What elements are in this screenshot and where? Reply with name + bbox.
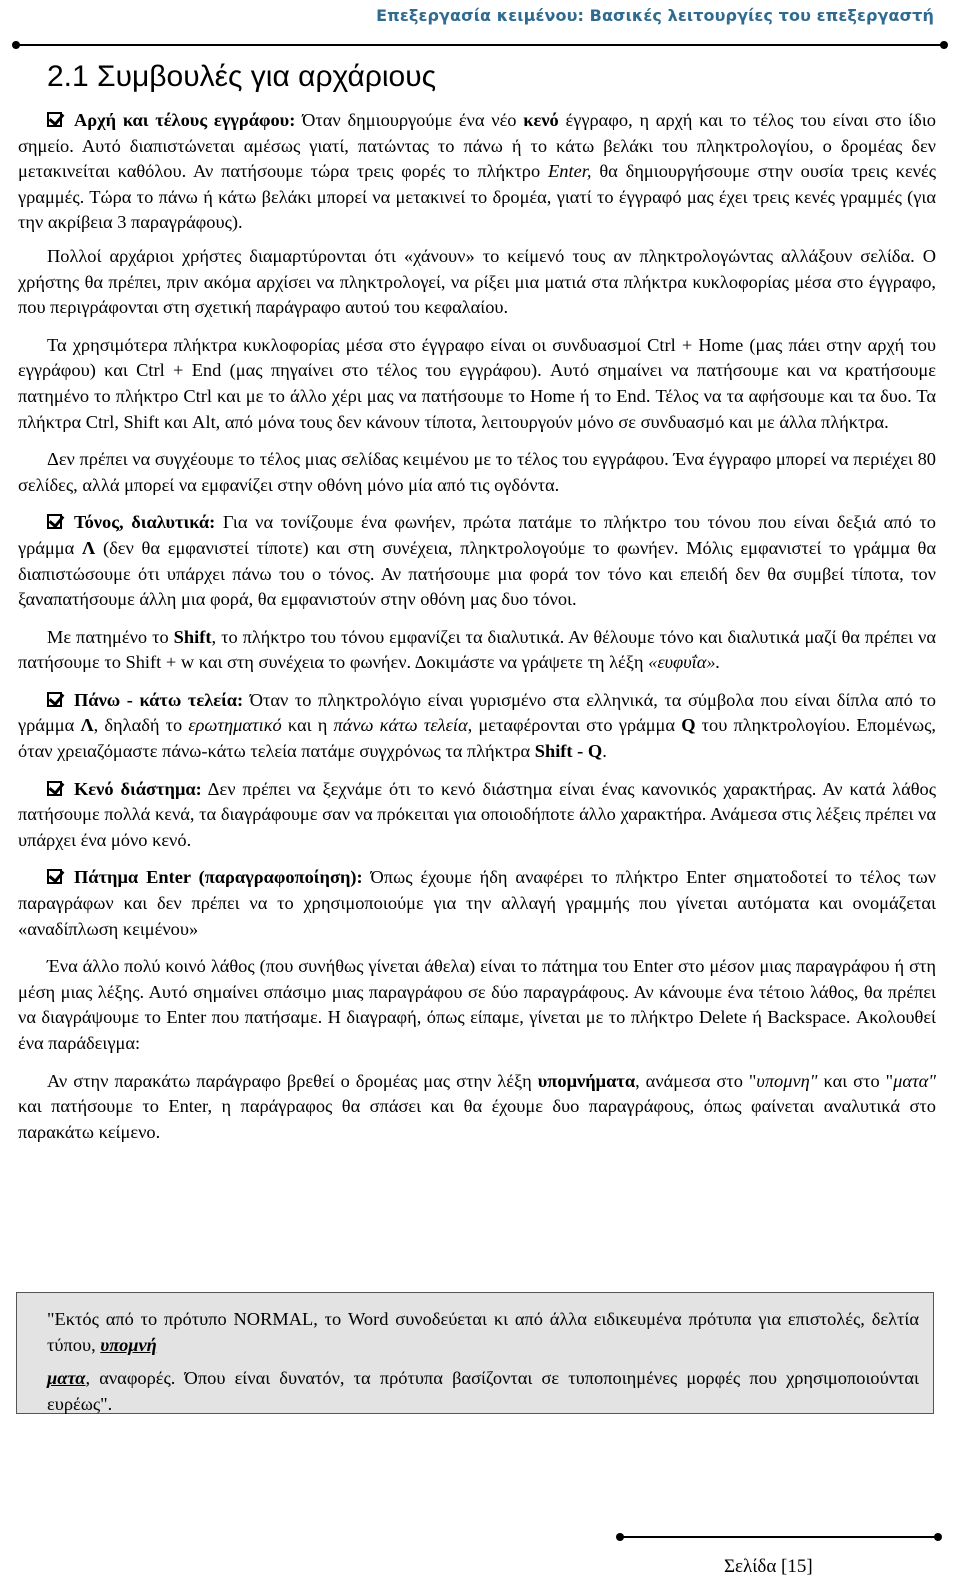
text-run: , το πλήκτρο του τόνου εμφανίζει τα διαλυτικά. Αν θέλουμε τόνο και διαλυτικά μαζί θα πρέπει να πατήσουμε το Shift + w και στη συνέχεια το φωνήεν. Δοκιμάστε να γράψετε τη λέξη	[18, 626, 937, 673]
paragraph-example	[18, 1069, 936, 1146]
header-divider	[14, 44, 946, 46]
text-run: Για να τονίζουμε ένα φωνήεν, πρώτα πατάμε το πλήκτρο του τόνου που είναι δεξιά από το γράμμα	[18, 512, 936, 558]
checkbox-icon	[47, 112, 62, 127]
key-name: Enter,	[548, 161, 592, 182]
tip-start-end	[18, 108, 936, 236]
text-run: Όπως έχουμε ήδη αναφέρει το πλήκτρο Enter σηματοδοτεί το τέλος των παραγράφων και δεν πρέπει να το χρησιμοποιούμε για την αλλαγή γραμμής που γίνεται αυτόματα και ονομάζεται «αναδίπλωση κειμένου»	[18, 867, 936, 939]
text-run: (δεν θα εμφανιστεί τίποτε) και στη συνέχεια, πληκτρολογούμε το φωνήεν. Μόλις εμφανιστεί το γράμμα θα διαπιστώσουμε ότι υπάρχει πάνω του ο τόνος. Αν πατήσουμε μια φορά τον τόνο και επειδή δεν θα συμβεί τίποτα, τον ξαναπατήσουμε άλλη μια φορά, θα εμφανιστούν στην οθόνη μας δυο τόνοι.	[18, 537, 936, 610]
tip-term: Αρχή και τέλους εγγράφου:	[74, 110, 296, 130]
footer-divider	[618, 1536, 940, 1538]
text-run: "Εκτός από το πρότυπο NORMAL, το Word συνοδεύεται κι από άλλα ειδικευμένα πρότυπα για επιστολές, δελτία τύπου,	[47, 1309, 919, 1355]
text-run: και στο "	[817, 1070, 894, 1091]
split-word-part: ματα	[47, 1368, 86, 1389]
symbol-name: πάνω κάτω τελεία	[333, 715, 468, 736]
text-run: θα δημιουργήσουμε στην ουσία τρεις κενές γραμμές. Τώρα το πάνω ή κάτω βελάκι μπορεί να μετακινεί το δρομέα, γιατί το έγγραφό μας έχει τρεις κενές γραμμές (για την ακρίβεια 3 παραγράφους).	[18, 161, 936, 233]
tip-term: Πάνω - κάτω τελεία:	[74, 689, 244, 710]
paragraph-enter-mistake: Ένα άλλο πολύ κοινό λάθος (που συνήθως γίνεται άθελα) είναι το πάτημα του Enter στο μέσον μιας παραγράφου ή στη μέση μιας λέξης. Αυτό σημαίνει σπάσιμο μιας παραγράφου σε δύο παραγράφους. Αν κάνουμε ένα τέτοιο λάθος, θα πρέπει να διαγράψουμε το Enter που πατήσαμε. Η διαγραφή, όπως είπαμε, γίνεται με το πλήκτρο Delete ή Backspace. Ακολουθεί ένα παράδειγμα:	[18, 956, 936, 1053]
example-fragment: ματα"	[893, 1070, 936, 1091]
page-number: Σελίδα [15]	[724, 1556, 813, 1577]
checkbox-icon	[47, 514, 62, 529]
example-quote-box	[16, 1292, 934, 1414]
key-name: Q	[681, 715, 696, 736]
key-name: Shift	[173, 626, 212, 647]
key-combo: Shift - Q	[534, 741, 603, 762]
paragraph-page-end: Δεν πρέπει να συγχέουμε το τέλος μιας σελίδας κειμένου με το τέλος του εγγράφου. Ένα έγγραφο μπορεί να περιέχει 80 σελίδες, αλλά μπορεί να εμφανίζει στην οθόνη μόνο μία από τις ογδόντα.	[18, 449, 936, 495]
tip-space	[18, 777, 936, 854]
text-run: του πληκτρολογίου. Επομένως, όταν χρειαζόμαστε πάνω-κάτω τελεία πατάμε συγχρόνως τα πλήκτρα	[18, 715, 936, 762]
tip-colon	[18, 688, 936, 765]
paragraph-nav-keys: Τα χρησιμότερα πλήκτρα κυκλοφορίας μέσα στο έγγραφο είναι οι συνδυασμοί Ctrl + Home (μας πάει στην αρχή του εγγράφου) και Ctrl + End (μας πηγαίνει στο τέλος του εγγράφου). Αυτό σημαίνει να πατήσουμε και να κρατήσουμε πατημένο το πλήκτρο Ctrl και με το άλλο χέρι μας να πατήσουμε το Home ή το End. Τέλος να τα αφήσουμε και τα δυο. Τα πλήκτρα Ctrl, Shift και Alt, από μόνα τους δεν κάνουν τίποτα, λειτουργούν μόνο σε συνδυασμό και με άλλα πλήκτρα.	[18, 334, 936, 432]
tip-enter	[18, 865, 936, 942]
quote-paragraph-2	[47, 1366, 919, 1417]
checkbox-icon	[47, 781, 62, 796]
text-run: Όταν το πληκτρολόγιο είναι γυρισμένο στα ελληνικά, τα σύμβολα που είναι δίπλα από το γράμμα	[18, 689, 936, 736]
symbol-name: ερωτηματικό	[188, 715, 282, 736]
example-word: υπομνήματα	[537, 1070, 636, 1091]
quote-paragraph-1	[47, 1307, 919, 1358]
text-run: .	[602, 741, 607, 762]
text-run: , δηλαδή το	[93, 715, 189, 736]
text-run: Δεν πρέπει να ξεχνάμε ότι το κενό διάστημα είναι ένας κανονικός χαρακτήρας. Αν κατά λάθος πατήσουμε πολλά κενά, τα διαγράφουμε σαν να πρόκειται για οποιοδήποτε άλλο χαρακτήρα. Ανάμεσα στις λέξεις πρέπει να υπάρχει ένα μόνο κενό.	[18, 778, 937, 850]
text-run: Με πατημένο το	[47, 626, 174, 647]
text-run: , αναφορές. Όπου είναι δυνατόν, τα πρότυπα βασίζονται σε τυποποιημένες μορφές που χρησιμοποιούνται ευρέως".	[47, 1368, 919, 1414]
key-name: Λ	[80, 715, 94, 736]
paragraph-diaeresis	[18, 625, 936, 676]
tip-term: Τόνος, διαλυτικά:	[74, 512, 216, 533]
text-run: , ανάμεσα στο "	[635, 1070, 757, 1091]
tip-accent	[18, 510, 936, 612]
example-word: «ευφυΐα».	[648, 652, 721, 673]
split-word-part: υπομνή	[100, 1334, 157, 1355]
text-run: Αν στην παρακάτω παράγραφο βρεθεί ο δρομέας μας στην λέξη	[47, 1070, 538, 1091]
tip-term: Κενό διάστημα:	[74, 778, 202, 799]
text-run: έγγραφο, η αρχή και το τέλος του είναι στο ίδιο σημείο. Αυτό διαπιστώνεται αμέσως γιατί, πατώντας το πάνω ή το κάτω βελάκι του πληκτρολογίου, ο δρομέας δεν μετακινείται καθόλου. Αν πατήσουμε τώρα τρεις φορές το πλήκτρο	[18, 110, 936, 182]
checkbox-icon	[47, 692, 62, 707]
text-run: Όταν δημιουργούμε ένα νέο	[295, 110, 524, 130]
section-title: 2.1 Συμβουλές για αρχάριους	[47, 60, 437, 93]
keyword: κενό	[523, 110, 559, 130]
document-body	[18, 108, 936, 1153]
key-name: Λ	[82, 537, 96, 558]
text-run: και η	[281, 715, 334, 736]
example-fragment: υπομνη"	[756, 1070, 818, 1091]
tip-term: Πάτημα Enter (παραγραφοποίηση):	[74, 867, 363, 888]
document-header: Επεξεργασία κειμένου: Βασικές λειτουργίες του επεξεργαστή	[376, 6, 934, 25]
text-run: , μεταφέρονται στο γράμμα	[467, 715, 682, 736]
text-run: και πατήσουμε το Enter, η παράγραφος θα σπάσει και θα έχουμε δυο παραγράφους, όπως φαίνεται αναλυτικά στο παρακάτω κείμενο.	[18, 1096, 936, 1142]
checkbox-icon	[47, 869, 62, 884]
paragraph-lose-text: Πολλοί αρχάριοι χρήστες διαμαρτύρονται ότι «χάνουν» το κείμενό τους αν πληκτρολογώντας αλλάξουν σελίδα. Ο χρήστης θα πρέπει, πριν ακόμα αρχίσει να πληκτρολογεί, να ρίξει μια ματιά στα πλήκτρα κυκλοφορίας μέσα στο έγγραφο, που περιγράφονται στη σχετική παράγραφο αυτού του κεφαλαίου.	[18, 245, 936, 318]
